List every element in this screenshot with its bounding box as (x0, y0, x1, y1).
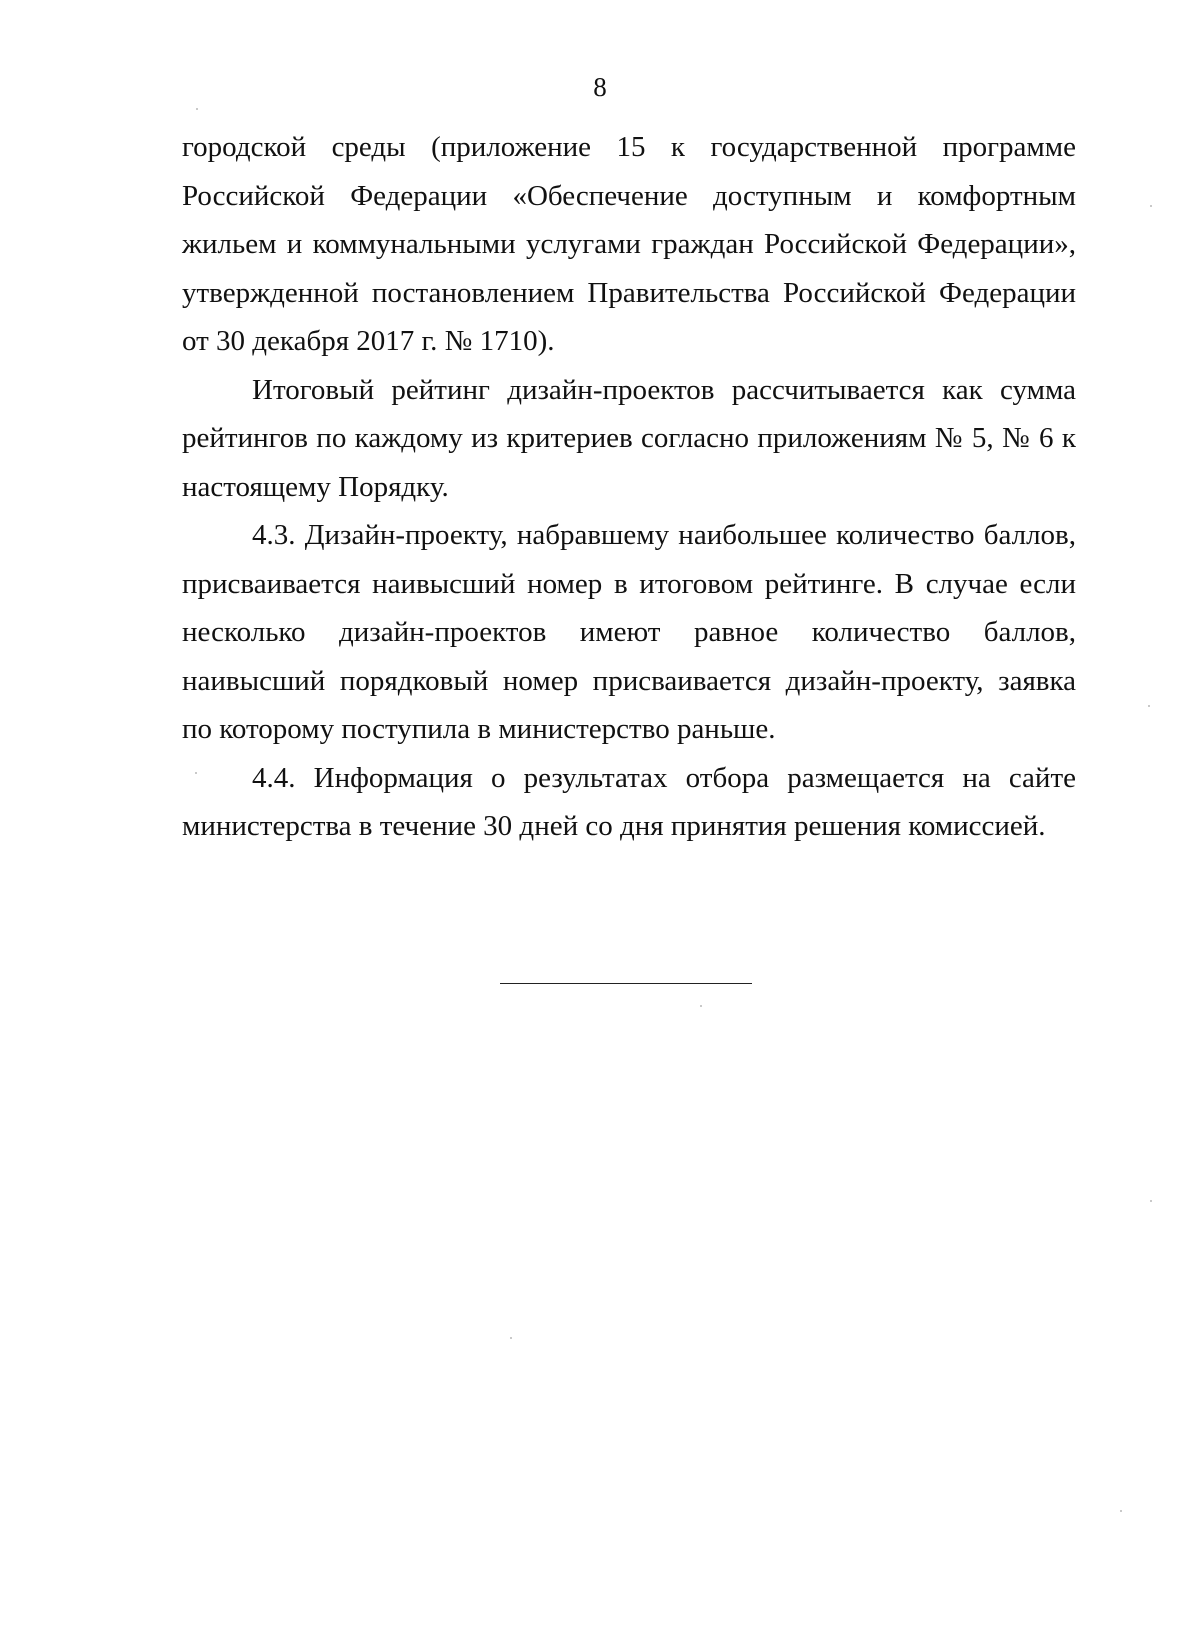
paragraph-section-4-4: 4.4. Информация о результатах отбора размещается на сайте министерства в течение 30 дней со дня принятия решения комиссией. (182, 761, 1076, 842)
paragraph-final-rating: Итоговый рейтинг дизайн-проектов рассчитывается как сумма рейтингов по каждому из критериев согласно приложениям № 5, № 6 к настоящему Порядку. (182, 373, 1076, 503)
paragraph-section-4-3: 4.3. Дизайн-проекту, набравшему наибольшее количество баллов, присваивается наивысший номер в итоговом рейтинге. В случае если несколько дизайн-проектов имеют равное количество баллов, наивысший порядковый номер присваивается дизайн-проекту, заявка по которому поступила в министерство раньше. (182, 519, 1076, 745)
scan-speck (196, 108, 198, 110)
scan-speck (1148, 705, 1150, 707)
scan-speck (510, 1337, 512, 1339)
paragraph-continuation: городской среды (приложение 15 к государственной программе Российской Федерации «Обеспечение доступным и комфортным жильем и коммунальными услугами граждан Российской Федерации», утвержденной постановлением Правительства Российской Федерации от 30 декабря 2017 г. № 1710). (182, 131, 1076, 357)
document-body (182, 123, 1076, 851)
scan-speck (1120, 1510, 1122, 1512)
end-of-document-rule (500, 983, 752, 984)
page-number: 8 (593, 72, 607, 102)
scan-speck (195, 772, 197, 774)
scan-speck (1150, 205, 1152, 207)
scan-speck (1150, 1200, 1152, 1202)
scan-speck (700, 1005, 702, 1007)
